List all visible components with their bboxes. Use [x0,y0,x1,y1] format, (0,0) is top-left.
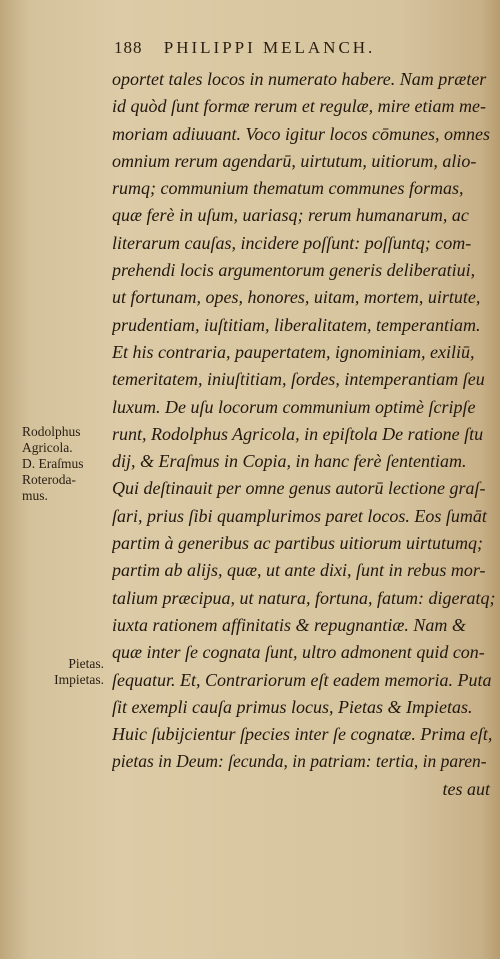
text-line: ſequatur. Et, Contrariorum eſt eadem memoria. Puta [112,669,492,690]
text-line: partim ab alijs, quæ, ut ante dixi, ſunt in rebus mor- [112,560,486,581]
text-line: rumq; communium thematum communes formas, [112,178,464,199]
margin-note-line: mus. [22,488,48,503]
margin-note-agricola-erasmus [22,424,112,504]
body-text [112,66,496,803]
text-line: oportet tales locos in numerato habere. Nam præter [112,69,487,89]
text-line: prehendi locis argumentorum generis deliberatiui, [112,260,476,281]
text-line: quæ ferè in uſum, uariasq; rerum humanarum, ac [112,205,469,226]
text-line: ſari, prius ſibi quamplurimos paret locos. Eos ſumāt [112,505,487,526]
page-header [114,38,474,58]
margin-note-line: Agricola. [22,440,73,455]
margin-note-line: D. Eraſmus [22,456,84,471]
margin-note-line: Roteroda- [22,472,76,487]
text-line: tes aut [442,778,490,799]
margin-note-line: Rodolphus [22,424,81,439]
text-line: partim à generibus ac partibus uitiorum uirtutumq; [112,533,484,554]
text-line: id quòd ſunt formæ rerum et regulæ, mire etiam me- [112,96,486,117]
text-line: pietas in Deum: ſecunda, in patriam: tertia, in paren- [112,751,487,772]
text-line: moriam adiuuant. Voco igitur locos cōmunes, omnes [112,123,490,144]
margin-note-line: Pietas. [68,656,104,671]
text-line: runt, Rodolphus Agricola, in epiſtola De ratione ſtu [112,423,484,444]
text-line: ſit exempli cauſa primus locus, Pietas & Impietas. [112,696,473,717]
text-line: luxum. De uſu locorum communium optimè ſcripſe [112,396,476,417]
running-title: PHILIPPI MELANCH. [163,38,376,57]
text-line: iuxta rationem affinitatis & repugnantiæ. Nam & [112,614,466,635]
margin-note-line: Impietas. [54,672,104,687]
text-line: Et his contraria, paupertatem, ignominiam, exiliū, [112,341,475,362]
text-line: temeritatem, iniuſtitiam, ſordes, intemperantiam ſeu [112,369,485,390]
text-line: literarum cauſas, incidere poſſunt: poſſuntq; com- [112,232,472,253]
text-line: Huic ſubijcientur ſpecies inter ſe cognatæ. Prima eſt, [112,724,493,745]
margin-note-pietas [52,656,104,688]
text-line: omnium rerum agendarū, uirtutum, uitiorum, alio- [112,150,477,171]
page-number: 188 [114,38,143,57]
text-line: talium præcipua, ut natura, fortuna, fatum: digeratq; [112,587,496,608]
text-line: dij, & Eraſmus in Copia, in hanc ferè ſententiam. [112,451,467,472]
text-line: prudentiam, iuſtitiam, liberalitatem, temperantiam. [112,314,481,335]
text-line: ut fortunam, opes, honores, uitam, mortem, uirtute, [112,287,481,308]
text-line: Qui deſtinauit per omne genus autorū lectione graſ- [112,478,486,499]
text-line: quæ inter ſe cognata ſunt, ultro admonent quid con- [112,642,485,663]
